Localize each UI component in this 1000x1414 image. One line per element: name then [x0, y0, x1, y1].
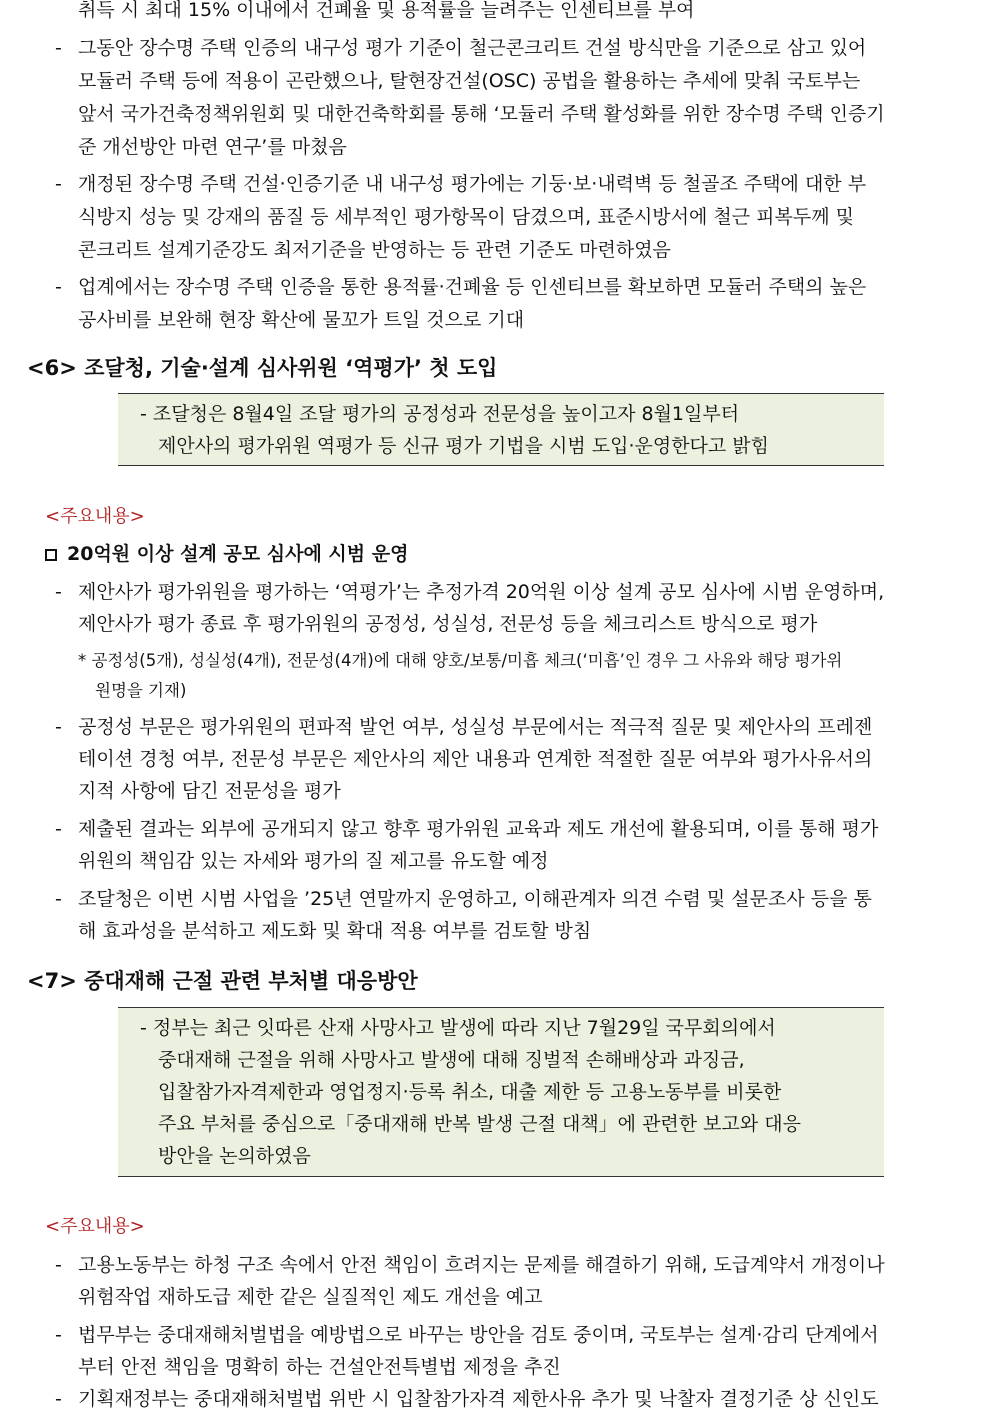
bullet-dash: -	[55, 37, 62, 59]
subheading-main-content: <주요내용>	[45, 506, 145, 527]
bullet-dash: -	[55, 173, 62, 195]
body-text-line: 그동안 장수명 주택 인증의 내구성 평가 기준이 철근콘크리트 건설 방식만을 기준으로 삼고 있어	[78, 37, 867, 59]
summary-line: - 조달청은 8월4일 조달 평가의 공정성과 전문성을 높이고자 8월1일부터	[140, 403, 740, 425]
summary-line: 중대재해 근절을 위해 사망사고 발생에 대해 징벌적 손해배상과 과징금,	[158, 1049, 745, 1071]
bullet-dash: -	[55, 1324, 62, 1346]
body-text-line: 공정성 부문은 평가위원의 편파적 발언 여부, 성실성 부문에서는 적극적 질문 및 제안사의 프레젠	[78, 716, 873, 738]
body-text-line: 취득 시 최대 15% 이내에서 건폐율 및 용적률을 늘려주는 인센티브를 부여	[78, 0, 695, 21]
checkbox-heading	[45, 540, 408, 568]
body-text-line: 기획재정부는 중대재해처벌법 위반 시 입찰참가자격 제한사유 추가 및 낙찰자 결정기준 상 신인도	[78, 1388, 879, 1410]
bullet-dash: -	[55, 888, 62, 910]
summary-line: 주요 부처를 중심으로「중대재해 반복 발생 근절 대책」에 관련한 보고와 대응	[158, 1113, 801, 1135]
body-text-line: 모듈러 주택 등에 적용이 곤란했으나, 탈현장건설(OSC) 공법을 활용하는 추세에 맞춰 국토부는	[78, 70, 861, 92]
body-text-line: 법무부는 중대재해처벌법을 예방법으로 바꾸는 방안을 검토 중이며, 국토부는 설계·감리 단계에서	[78, 1324, 879, 1346]
summary-line: 제안사의 평가위원 역평가 등 신규 평가 기법을 시범 도입·운영한다고 밝힘	[158, 435, 770, 457]
body-text-line: 지적 사항에 담긴 전문성을 평가	[78, 780, 341, 802]
body-text-line: 공사비를 보완해 현장 확산에 물꼬가 트일 것으로 기대	[78, 309, 525, 331]
body-text-line: 제출된 결과는 외부에 공개되지 않고 향후 평가위원 교육과 제도 개선에 활용되며, 이를 통해 평가	[78, 818, 879, 840]
body-text-line: 제안사가 평가 종료 후 평가위원의 공정성, 성실성, 전문성 등을 체크리스트 방식으로 평가	[78, 613, 818, 635]
body-text-line: 콘크리트 설계기준강도 최저기준을 반영하는 등 관련 기준도 마련하였음	[78, 239, 671, 261]
body-text-line: 위원의 책임감 있는 자세와 평가의 질 제고를 유도할 예정	[78, 850, 549, 872]
body-text-line: 고용노동부는 하청 구조 속에서 안전 책임이 흐려지는 문제를 해결하기 위해, 도급계약서 개정이나	[78, 1254, 885, 1276]
bullet-dash: -	[55, 581, 62, 603]
bullet-dash: -	[55, 276, 62, 298]
body-text-line: 앞서 국가건축정책위원회 및 대한건축학회를 통해 ‘모듈러 주택 활성화를 위한 장수명 주택 인증기	[78, 103, 885, 125]
subheading-main-content: <주요내용>	[45, 1216, 145, 1237]
bullet-dash: -	[55, 716, 62, 738]
body-text-line: 부터 안전 책임을 명확히 하는 건설안전특별법 제정을 추진	[78, 1356, 561, 1378]
summary-line: - 정부는 최근 잇따른 산재 사망사고 발생에 따라 지난 7월29일 국무회의에서	[140, 1017, 776, 1039]
summary-line: 방안을 논의하였음	[158, 1145, 311, 1167]
body-text-line: 테이션 경청 여부, 전문성 부문은 제안사의 제안 내용과 연계한 적절한 질문 여부와 평가사유서의	[78, 748, 873, 770]
checkbox-heading-label: 20억원 이상 설계 공모 심사에 시범 운영	[67, 543, 409, 565]
body-text-line: 제안사가 평가위원을 평가하는 ‘역평가’는 추정가격 20억원 이상 설계 공모 심사에 시범 운영하며,	[78, 581, 885, 603]
summary-box-7	[118, 1007, 884, 1177]
section-heading-7: <7> 중대재해 근절 관련 부처별 대응방안	[27, 969, 418, 993]
footnote-line: * 공정성(5개), 성실성(4개), 전문성(4개)에 대해 양호/보통/미흡 체크(‘미흡’인 경우 그 사유와 해당 평가위	[78, 651, 843, 670]
section-heading-6: <6> 조달청, 기술·설계 심사위원 ‘역평가’ 첫 도입	[27, 356, 498, 380]
bullet-dash: -	[55, 818, 62, 840]
body-text-line: 위험작업 재하도급 제한 같은 실질적인 제도 개선을 예고	[78, 1286, 543, 1308]
body-text-line: 개정된 장수명 주택 건설·인증기준 내 내구성 평가에는 기둥·보·내력벽 등 철골조 주택에 대한 부	[78, 173, 867, 195]
footnote-line: 원명을 기재)	[95, 681, 187, 700]
body-text-line: 조달청은 이번 시범 사업을 ’25년 연말까지 운영하고, 이해관계자 의견 수렴 및 설문조사 등을 통	[78, 888, 872, 910]
summary-box-6	[118, 393, 884, 466]
summary-line: 입찰참가자격제한과 영업정지·등록 취소, 대출 제한 등 고용노동부를 비롯한	[158, 1081, 782, 1103]
body-text-line: 식방지 성능 및 강재의 품질 등 세부적인 평가항목이 담겼으며, 표준시방서에 철근 피복두께 및	[78, 206, 854, 228]
body-text-line: 업계에서는 장수명 주택 인증을 통한 용적률·건폐율 등 인센티브를 확보하면 모듈러 주택의 높은	[78, 276, 867, 298]
body-text-line: 준 개선방안 마련 연구’를 마쳤음	[78, 136, 347, 158]
bullet-dash: -	[55, 1254, 62, 1276]
square-bullet-icon	[45, 549, 57, 561]
body-text-line: 해 효과성을 분석하고 제도화 및 확대 적용 여부를 검토할 방침	[78, 920, 592, 942]
bullet-dash: -	[55, 1388, 62, 1410]
